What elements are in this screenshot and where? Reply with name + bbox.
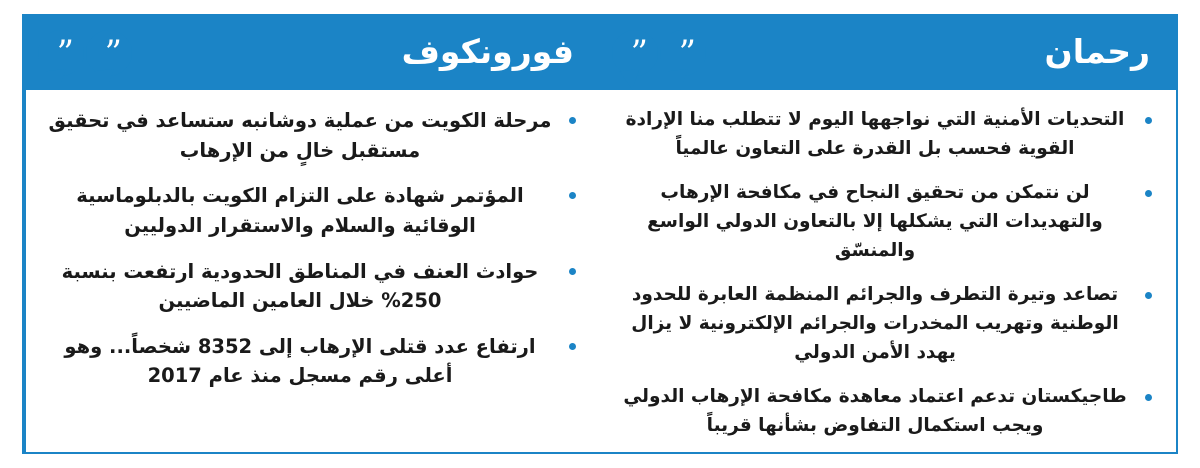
quote-mark-icon: ” ” (34, 18, 154, 104)
list-item (618, 383, 1154, 440)
voronkov-bullet-list (44, 106, 578, 391)
bullet-dot-icon (1145, 190, 1152, 197)
bullet-dot-icon (569, 192, 576, 199)
list-item (44, 181, 578, 240)
column-voronkov-title: فورونكوف (401, 31, 574, 71)
list-item (44, 257, 578, 316)
list-item-text: المؤتمر شهادة على التزام الكويت بالدبلوماسية الوقائية والسلام والاستقرار الدوليين (76, 184, 524, 237)
column-voronkov-body (26, 90, 600, 452)
list-item-text: تصاعد وتيرة التطرف والجرائم المنظمة العابرة للحدود الوطنية وتهريب المخدرات والجرائم الإلكترونية لا يزال يهدد الأمن الدولي (631, 284, 1119, 363)
list-item (618, 281, 1154, 367)
list-item-text: ارتفاع عدد قتلى الإرهاب إلى 8352 شخصاً... وهو أعلى رقم مسجل منذ عام 2017 (64, 334, 536, 388)
column-voronkov (24, 16, 600, 452)
bullet-dot-icon (569, 117, 576, 124)
list-item-text: لن نتمكن من تحقيق النجاح في مكافحة الإرهاب والتهديدات التي يشكلها إلا بالتعاون الدولي الواسع والمنسّق (647, 182, 1103, 261)
column-voronkov-header (26, 16, 600, 90)
list-item (44, 106, 578, 165)
list-item (618, 106, 1154, 163)
list-item (618, 179, 1154, 265)
quote-mark-icon: ” ” (608, 18, 728, 104)
bullet-dot-icon (1145, 292, 1152, 299)
quote-panel-frame (22, 14, 1178, 454)
bullet-dot-icon (569, 268, 576, 275)
column-rahman-body (600, 90, 1176, 452)
list-item-text: مرحلة الكويت من عملية دوشانبه ستساعد في تحقيق مستقبل خالٍ من الإرهاب (48, 109, 552, 162)
list-item-text: التحديات الأمنية التي نواجهها اليوم لا تتطلب منا الإرادة القوية فحسب بل القدرة على التعاون عالمياً (625, 109, 1125, 159)
column-rahman-header (600, 16, 1176, 90)
column-rahman-title: رحمان (1044, 31, 1150, 71)
list-item-text: طاجيكستان تدعم اعتماد معاهدة مكافحة الإرهاب الدولي ويجب استكمال التفاوض بشأنها قريباً (623, 386, 1127, 437)
rahman-bullet-list (618, 106, 1154, 441)
bullet-dot-icon (1145, 394, 1152, 401)
column-rahman (600, 16, 1176, 452)
bullet-dot-icon (1145, 117, 1152, 124)
list-item (44, 332, 578, 391)
bullet-dot-icon (569, 343, 576, 350)
list-item-text: حوادث العنف في المناطق الحدودية ارتفعت بنسبة 250% خلال العامين الماضيين (61, 259, 539, 313)
